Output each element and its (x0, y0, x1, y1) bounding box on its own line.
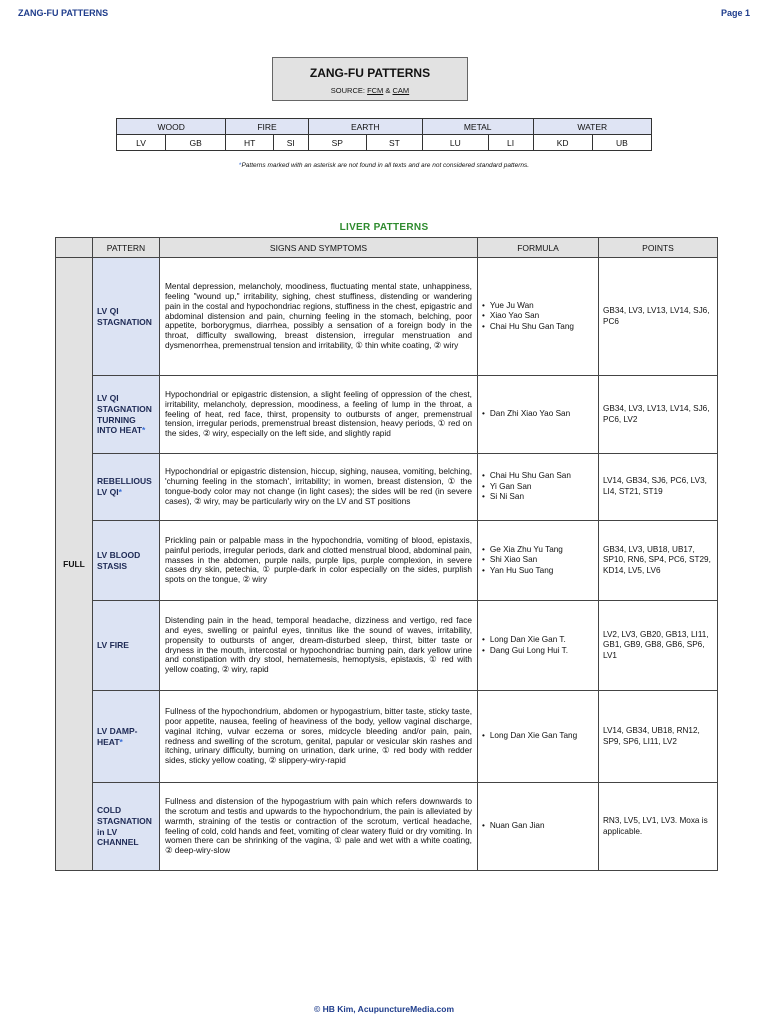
signs-cell: Distending pain in the head, temporal headache, dizziness and vertigo, red face and eyes, swelling or painful eyes, tinnitus like the sound of waves, irritability, propensity to outbursts of anger, dream-disturbed sleep, thirst, bitter taste or dryness in the mouth, intercostal or hypochondriac burning pain, dark yellow urine and constipation with dry stool, hematemesis, hemoptysis, epistaxis, ① red with yellow coating, ② wiry, rapid (160, 601, 478, 691)
table-header-row (56, 238, 718, 258)
organ-cell: LI (488, 135, 533, 151)
header-title: ZANG-FU PATTERNS (18, 8, 109, 18)
pattern-asterisk: * (118, 487, 122, 497)
header-blank (56, 238, 93, 258)
points-cell: RN3, LV5, LV1, LV3. Moxa is applicable. (599, 783, 718, 871)
section-title: LIVER PATTERNS (339, 222, 429, 233)
formula-item: • Shi Xiao San (482, 555, 594, 566)
page-number: Page 1 (720, 8, 750, 18)
points-cell: LV14, GB34, UB18, RN12, SP9, SP6, LI11, LV2 (599, 691, 718, 783)
pattern-asterisk: * (142, 425, 146, 436)
points-cell: LV14, GB34, SJ6, PC6, LV3, LI4, ST21, ST19 (599, 454, 718, 521)
formula-cell (478, 376, 599, 454)
organ-cell: ST (366, 135, 422, 151)
signs-cell: Prickling pain or palpable mass in the hypochondria, vomiting of blood, epistaxis, painful periods, irregular periods, dark and clotted menstrual blood, abdominal pain, masses in the abdomen, purple nails, purple lips, purple complexion, in severe cases dry skin, petechia, ① purple-dark in color especially on the sides, purplish spots on the tongue, ② wiry (160, 521, 478, 601)
formula-item: • Yan Hu Suo Tang (482, 566, 594, 577)
pattern-name: LV QI STAGNATION (97, 305, 152, 327)
pattern-name: LV QI STAGNATION TURNING INTO HEAT (97, 393, 152, 436)
pattern-name: COLD STAGNATION in LV CHANNEL (97, 805, 152, 848)
formula-cell (478, 521, 599, 601)
header-signs: SIGNS AND SYMPTOMS (160, 238, 478, 258)
element-fire: FIRE (226, 119, 308, 135)
points-cell: LV2, LV3, GB20, GB13, LI11, GB1, GB9, GB8, GB6, SP6, LV1 (599, 601, 718, 691)
organ-cell: GB (165, 135, 225, 151)
pattern-name: LV DAMP-HEAT (97, 725, 138, 747)
formula-item: • Dang Gui Long Hui T. (482, 646, 594, 657)
points-cell: GB34, LV3, LV13, LV14, SJ6, PC6, LV2 (599, 376, 718, 454)
header-points: POINTS (599, 238, 718, 258)
document-title: ZANG-FU PATTERNS (309, 66, 431, 80)
five-elements-table (116, 118, 652, 151)
pattern-cell (93, 783, 160, 871)
organ-cell: SI (273, 135, 308, 151)
signs-cell: Fullness of the hypochondrium, abdomen or hypogastrium, bitter taste, sticky taste, poor appetite, nausea, feeling of heaviness of the body, yellow vaginal discharge, vaginal itching, vulvar eczema or sores, midcycle bleeding and/or pain, pain, redness and swelling of the scrotum, genital, papular or vesicular skin rashes and itching, urinary difficulty, burning on urination, dark urine, ① red body with redder sides, sticky yellow coating, ② slippery-wiry-rapid (160, 691, 478, 783)
element-water: WATER (533, 119, 652, 135)
header-pattern: PATTERN (93, 238, 160, 258)
table-row (56, 454, 718, 521)
points-cell: GB34, LV3, UB18, UB17, SP10, RN6, SP4, PC6, ST29, KD14, LV5, LV6 (599, 521, 718, 601)
formula-item: • Yue Ju Wan (482, 301, 594, 312)
signs-cell: Mental depression, melancholy, moodiness, fluctuating mental state, unhappiness, feeling "wound up," irritability, sighing, chest stuffiness, distending or wandering pain in the costal and hypochondriac regions, stuffiness in the chest, epigastric and abdominal distension and pain, churning feeling in the stomach, belching, poor appetite, borborygmus, diarrhea, possibly a sensation of a foreign body in the throat, difficulty swallowing, breast distension, irregular menstruation and dysmenorrhea, premenstrual tension and irritability, ① thin white coating, ② wiry (160, 258, 478, 376)
source-line (273, 86, 467, 95)
asterisk-note (0, 162, 768, 169)
source-prefix: SOURCE: (330, 86, 365, 95)
table-row (56, 376, 718, 454)
pattern-cell (93, 691, 160, 783)
pattern-cell (93, 454, 160, 521)
source-amp: & (385, 86, 391, 95)
formula-item: • Long Dan Xie Gan T. (482, 635, 594, 646)
formula-item: • Xiao Yao San (482, 311, 594, 322)
signs-cell: Hypochondrial or epigastric distension, hiccup, sighing, nausea, vomiting, belching, 'churning feeling in the stomach', irritability; in women, breast distension, ① the tongue-body color may not change (in light cases); the sides will be red (in severe cases), ② wiry, may be particularly wiry on the LV and ST positions (160, 454, 478, 521)
note-text: Patterns marked with an asterisk are not found in all texts and are not considered standard patterns. (241, 162, 530, 169)
formula-item: • Ge Xia Zhu Yu Tang (482, 545, 594, 556)
formula-item: • Dan Zhi Xiao Yao San (482, 409, 594, 420)
signs-cell: Hypochondrial or epigastric distension, a slight feeling of oppression of the chest, irritability, melancholy, depression, moodiness, a feeling of lump in the throat, a feeling of heat, red face, thirst, propensity to outbursts of anger, premenstrual tension, irregular periods, premenstrual breast distension, heavy periods, ① red on the sides, ② wiry, especially on the left side, and slightly rapid (160, 376, 478, 454)
table-row (56, 691, 718, 783)
pattern-cell (93, 601, 160, 691)
pattern-cell (93, 521, 160, 601)
table-body (56, 258, 718, 871)
liver-patterns-table (55, 237, 718, 871)
pattern-name: LV BLOOD STASIS (97, 549, 141, 571)
element-earth: EARTH (308, 119, 422, 135)
title-box (272, 57, 468, 101)
organ-cell: UB (592, 135, 651, 151)
formula-cell (478, 258, 599, 376)
formula-item: • Nuan Gan Jian (482, 821, 594, 832)
formula-item: • Chai Hu Shu Gan San (482, 471, 594, 482)
table-row (56, 521, 718, 601)
group-full: FULL (56, 258, 93, 871)
formula-cell (478, 783, 599, 871)
points-cell: GB34, LV3, LV13, LV14, SJ6, PC6 (599, 258, 718, 376)
pattern-asterisk: * (119, 736, 123, 747)
source-fcm-link[interactable]: FCM (367, 86, 384, 95)
organ-cell: LV (117, 135, 166, 151)
organ-cell: SP (308, 135, 366, 151)
element-metal: METAL (422, 119, 533, 135)
organ-row (117, 135, 652, 151)
formula-item: • Yi Gan San (482, 482, 594, 493)
element-group-row (117, 119, 652, 135)
formula-cell (478, 454, 599, 521)
organ-cell: KD (533, 135, 592, 151)
pattern-cell (93, 376, 160, 454)
organ-cell: LU (422, 135, 488, 151)
formula-cell (478, 601, 599, 691)
source-cam-link[interactable]: CAM (392, 86, 410, 95)
signs-cell: Fullness and distension of the hypogastrium with pain which refers downwards to the scrotum and testis and upwards to the hypochondrium, the pain is alleviated by warmth, straining of the testis or contraction of the scrotum, vertical headache, feeling of cold, cold hands and feet, vomiting of clear watery fluid or dry vomiting. In women there can be shrinking of the vagina, ① pale and wet with a white coating, ② deep-wiry-slow (160, 783, 478, 871)
note-asterisk: * (238, 162, 242, 169)
element-wood: WOOD (117, 119, 226, 135)
formula-item: • Si Ni San (482, 492, 594, 503)
header-formula: FORMULA (478, 238, 599, 258)
pattern-cell (93, 258, 160, 376)
organ-cell: HT (226, 135, 274, 151)
table-row (56, 601, 718, 691)
table-row (56, 258, 718, 376)
table-row (56, 783, 718, 871)
pattern-name: REBELLIOUS LV QI (97, 476, 152, 497)
footer-copyright[interactable]: © HB Kim, AcupunctureMedia.com (313, 1004, 455, 1014)
formula-item: • Chai Hu Shu Gan Tang (482, 322, 594, 333)
formula-item: • Long Dan Xie Gan Tang (482, 731, 594, 742)
pattern-name: LV FIRE (97, 640, 129, 651)
formula-cell (478, 691, 599, 783)
